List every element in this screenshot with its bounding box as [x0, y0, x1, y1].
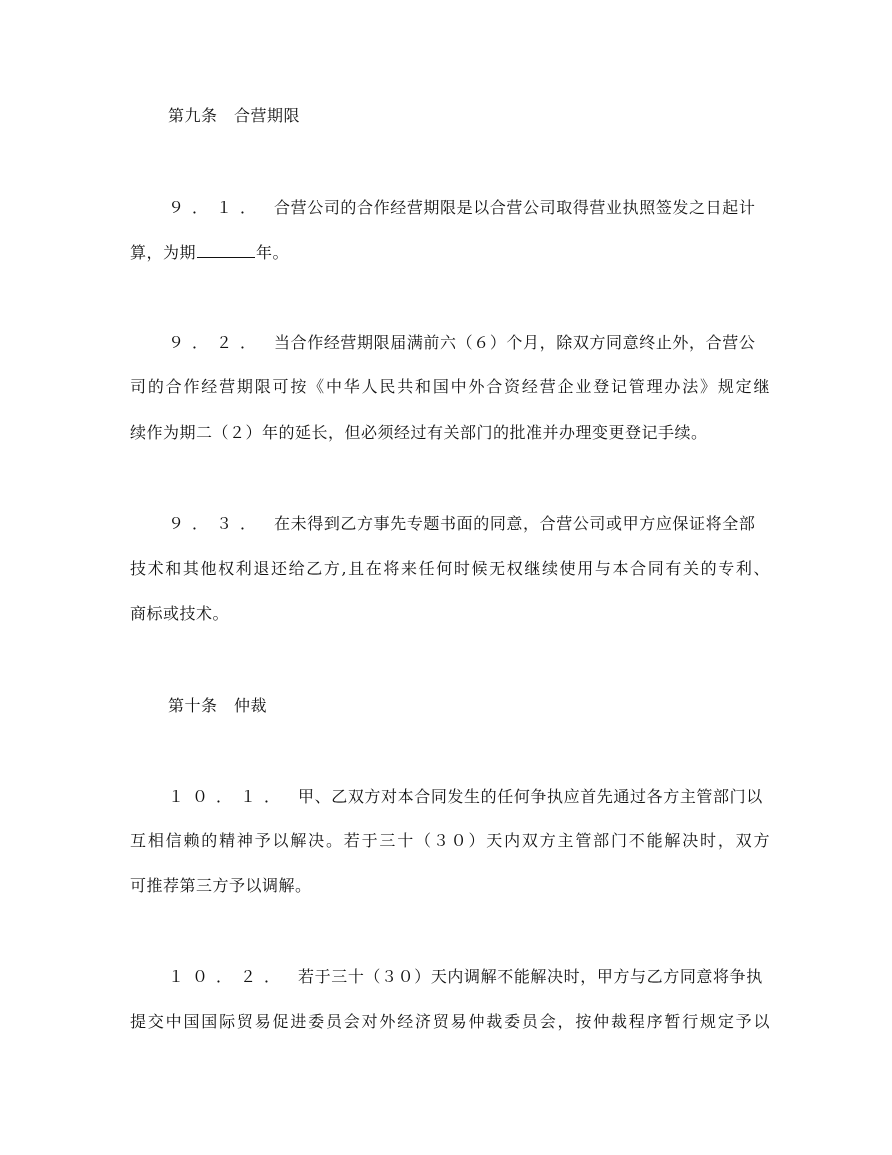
clause-9-3-line-2: 技术和其他权利退还给乙方,且在将来任何时候无权继续使用与本合同有关的专利、 [130, 559, 770, 578]
clause-text: 甲、乙双方对本合同发生的任何争执应首先通过各方主管部门以 [298, 787, 763, 806]
clause-9-3-line-1 [168, 514, 755, 534]
clause-text: 当合作经营期限届满前六（６）个月，除双方同意终止外，合营公 [274, 333, 756, 352]
clause-number: ９．１． [168, 198, 265, 217]
clause-10-2-line-1 [168, 967, 763, 987]
clause-text: 在未得到乙方事先专题书面的同意，合营公司或甲方应保证将全部 [274, 514, 756, 533]
clause-10-1-line-3: 可推荐第三方予以调解。 [130, 876, 312, 895]
clause-9-2-line-2: 司的合作经营期限可按《中华人民共和国中外合资经营企业登记管理办法》规定继 [130, 377, 770, 396]
clause-number: ９．３． [168, 514, 265, 533]
clause-9-1-line-1 [168, 198, 755, 218]
clause-10-2-line-2: 提交中国国际贸易促进委员会对外经济贸易仲裁委员会，按仲裁程序暂行规定予以 [130, 1012, 770, 1031]
clause-9-1-line-2 [130, 243, 289, 263]
clause-9-2-line-1 [168, 333, 755, 353]
clause-text: 若于三十（３０）天内调解不能解决时，甲方与乙方同意将争执 [298, 967, 763, 986]
article-10-heading: 第十条 仲裁 [168, 696, 268, 715]
blank-underline [197, 243, 255, 258]
clause-number: ９．２． [168, 333, 265, 352]
clause-number: １０．２． [168, 967, 289, 986]
clause-text: 合营公司的合作经营期限是以合营公司取得营业执照签发之日起计 [274, 198, 756, 217]
clause-10-1-line-1 [168, 787, 763, 807]
clause-9-3-line-3: 商标或技术。 [130, 604, 230, 623]
clause-text: 年。 [256, 243, 290, 262]
article-9-heading: 第九条 合营期限 [168, 106, 301, 125]
clause-10-1-line-2: 互相信赖的精神予以解决。若于三十（３０）天内双方主管部门不能解决时，双方 [130, 831, 770, 850]
clause-number: １０．１． [168, 787, 289, 806]
clause-9-2-line-3: 续作为期二（２）年的延长，但必须经过有关部门的批准并办理变更登记手续。 [130, 423, 708, 442]
clause-text: 算，为期 [130, 243, 197, 262]
